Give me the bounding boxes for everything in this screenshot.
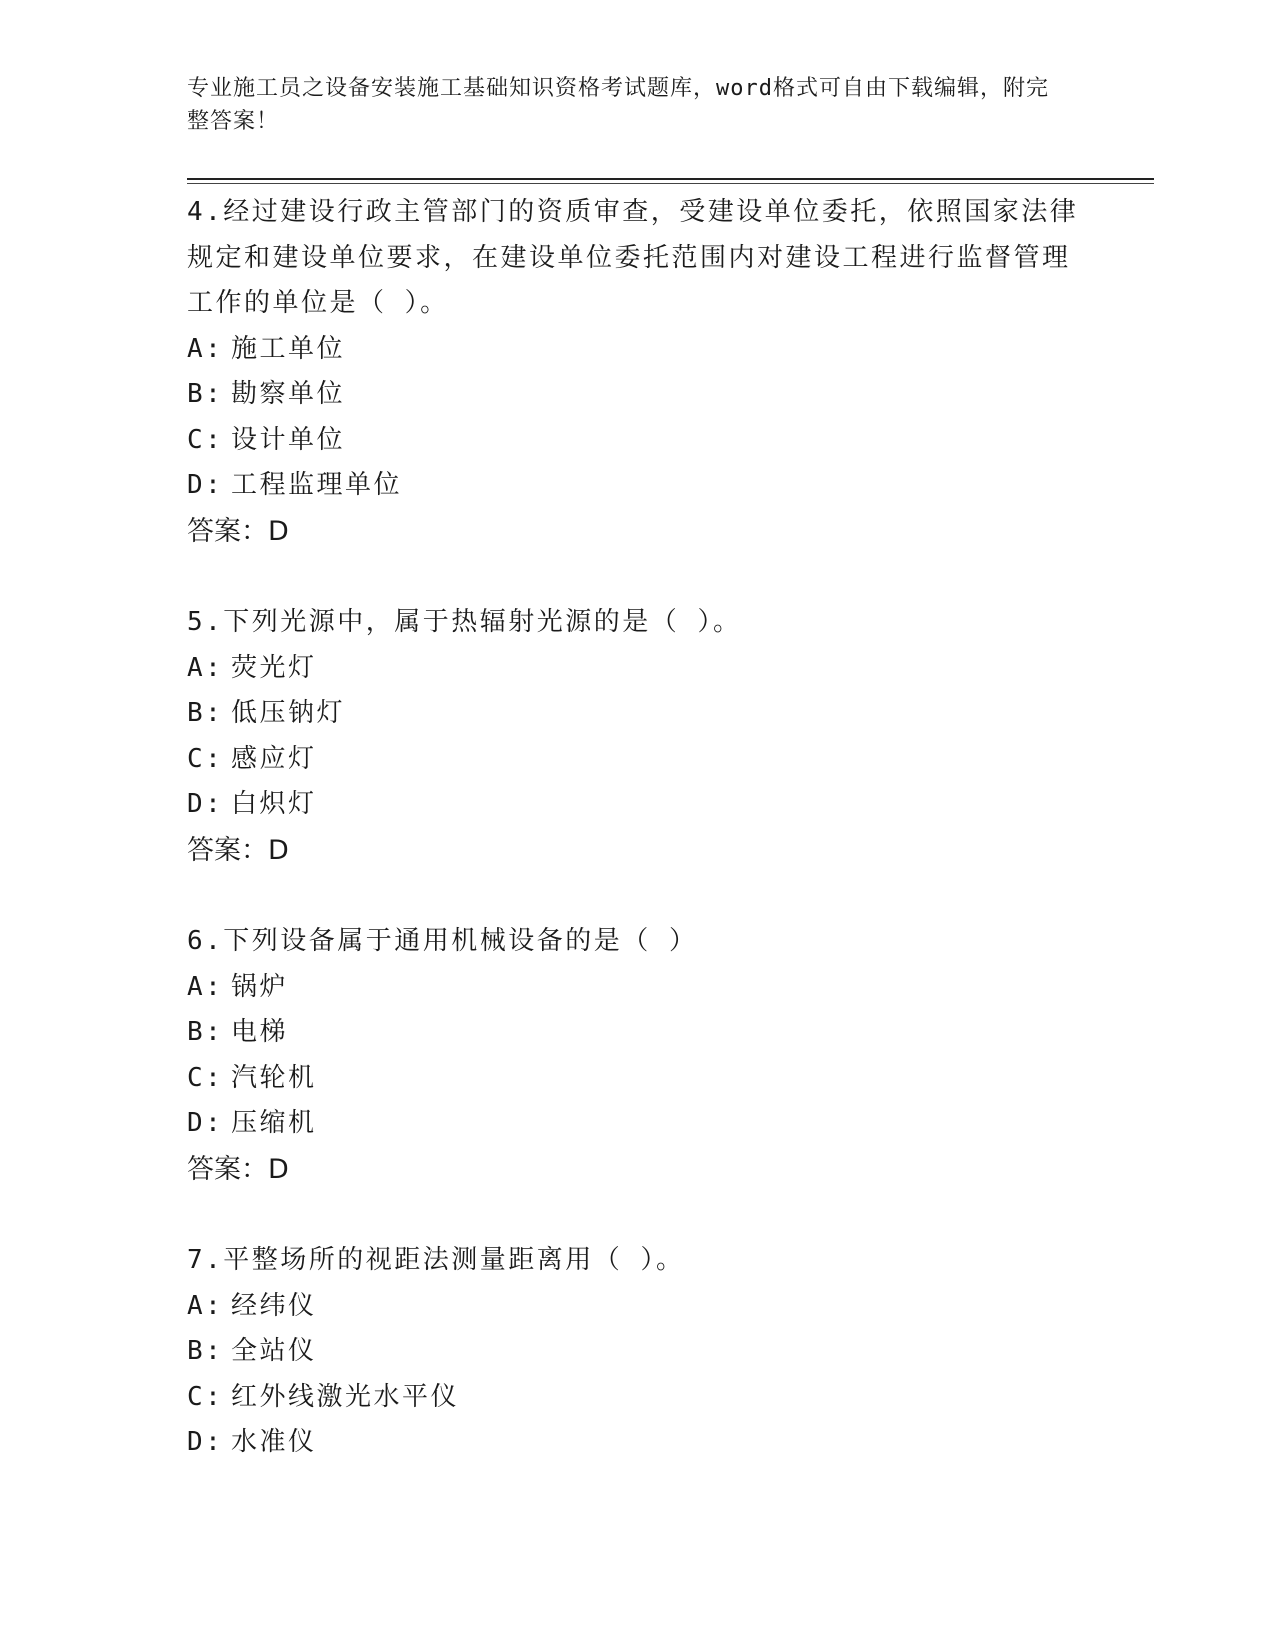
option-key: A:	[187, 652, 224, 683]
question-stem: 6.下列设备属于通用机械设备的是（ ）	[187, 926, 698, 956]
option-key: C:	[187, 743, 224, 774]
question-stem: 4.经过建设行政主管部门的资质审查，受建设单位委托，依照国家法律规定和建设单位要求，在建设单位委托范围内对建设工程进行监督管理工作的单位是（ ）。	[187, 197, 1079, 318]
option-text: 汽轮机	[231, 1062, 317, 1093]
option-key: B:	[187, 379, 224, 409]
option-key: C:	[187, 424, 224, 455]
question-stem: 7.平整场所的视距法测量距离用（ ）。	[187, 1245, 685, 1275]
option-key: C:	[187, 1062, 224, 1093]
question-item	[187, 600, 1087, 873]
option-text: 荧光灯	[231, 652, 317, 683]
option-c	[187, 1375, 1087, 1421]
header-divider-thin	[187, 183, 1154, 184]
option-d	[187, 782, 1087, 828]
answer-line: 答案：D	[187, 515, 289, 547]
option-key: A:	[187, 1290, 224, 1321]
option-text: 工程监理单位	[231, 470, 403, 500]
option-text: 锅炉	[231, 971, 289, 1002]
option-key: B:	[187, 698, 224, 728]
question-stem: 5.下列光源中，属于热辐射光源的是（ ）。	[187, 607, 742, 637]
option-b	[187, 1329, 1087, 1375]
option-b	[187, 372, 1087, 418]
option-b	[187, 1010, 1087, 1056]
header-divider-thick	[187, 178, 1154, 180]
option-key: B:	[187, 1336, 224, 1366]
option-key: D:	[187, 1427, 224, 1457]
question-spacer	[187, 554, 1087, 600]
question-spacer	[187, 1192, 1087, 1238]
option-a	[187, 327, 1087, 373]
option-b	[187, 691, 1087, 737]
option-key: C:	[187, 1381, 224, 1412]
option-c	[187, 737, 1087, 783]
option-key: B:	[187, 1017, 224, 1047]
option-a	[187, 965, 1087, 1011]
answer-line: 答案：D	[187, 1153, 289, 1185]
option-text: 设计单位	[231, 424, 346, 455]
option-a	[187, 1284, 1087, 1330]
option-text: 水准仪	[231, 1427, 317, 1457]
option-key: A:	[187, 971, 224, 1002]
question-spacer	[187, 873, 1087, 919]
option-key: A:	[187, 333, 224, 364]
option-text: 勘察单位	[231, 379, 346, 409]
option-text: 低压钠灯	[231, 698, 346, 728]
option-d	[187, 1101, 1087, 1147]
option-d	[187, 1420, 1087, 1466]
option-c	[187, 1056, 1087, 1102]
question-item	[187, 1238, 1087, 1466]
option-key: D:	[187, 1108, 224, 1138]
option-a	[187, 646, 1087, 692]
question-list	[187, 190, 1087, 1466]
option-text: 经纬仪	[231, 1290, 317, 1321]
option-key: D:	[187, 789, 224, 819]
option-text: 全站仪	[231, 1336, 317, 1366]
option-text: 压缩机	[231, 1108, 317, 1138]
option-d	[187, 463, 1087, 509]
question-item	[187, 190, 1087, 554]
option-text: 白炽灯	[231, 789, 317, 819]
question-item	[187, 919, 1087, 1192]
option-text: 电梯	[231, 1017, 289, 1047]
option-text: 施工单位	[231, 333, 346, 364]
document-intro: 专业施工员之设备安装施工基础知识资格考试题库，word格式可自由下载编辑，附完整答案！	[187, 76, 1049, 134]
option-text: 感应灯	[231, 743, 317, 774]
option-key: D:	[187, 470, 224, 500]
answer-line: 答案：D	[187, 834, 289, 866]
option-text: 红外线激光水平仪	[231, 1381, 460, 1412]
option-c	[187, 418, 1087, 464]
